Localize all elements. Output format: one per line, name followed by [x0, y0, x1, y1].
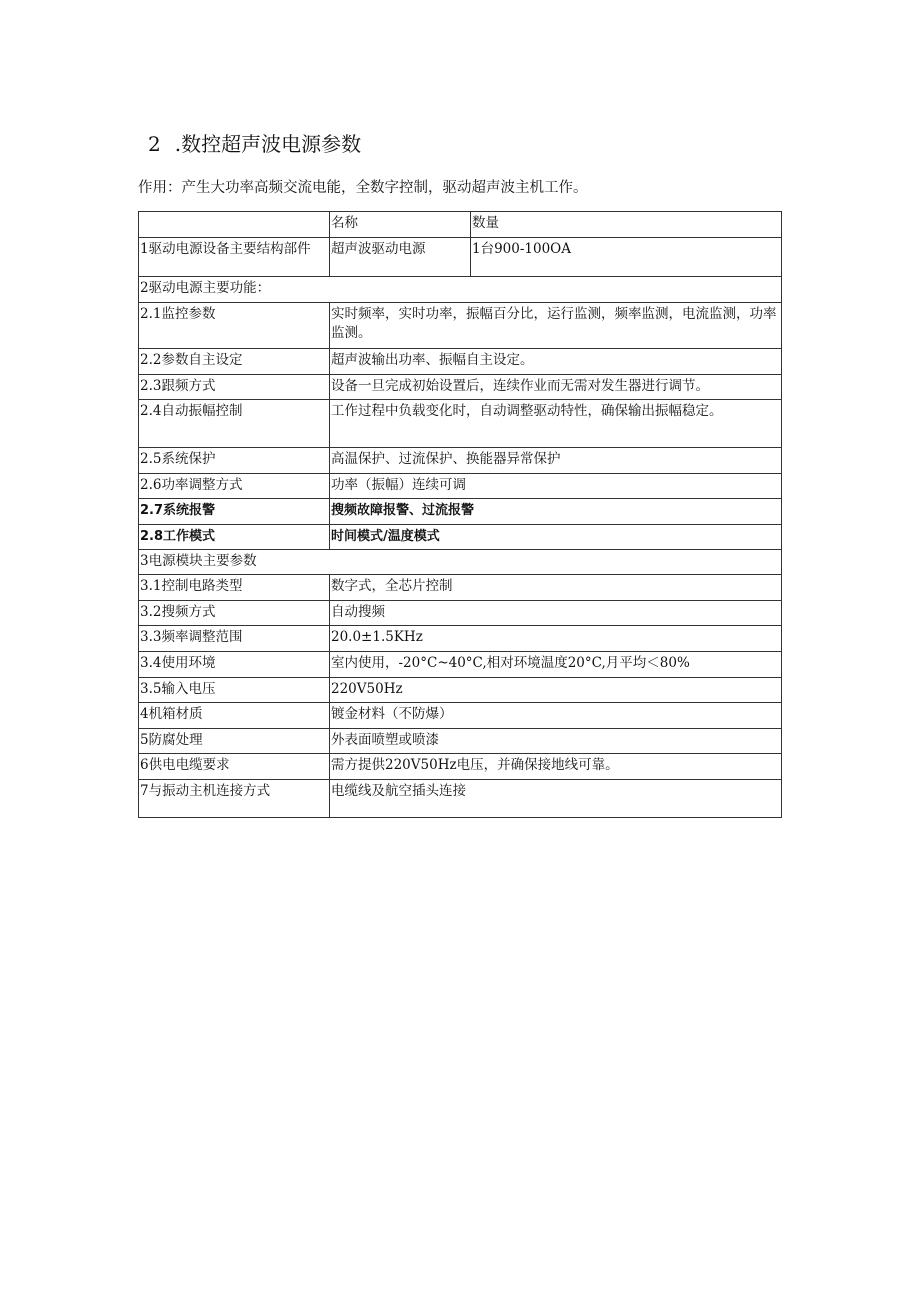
row-label: 7与振动主机连接方式 — [139, 780, 330, 818]
row-label: 2.8工作模式 — [139, 525, 330, 550]
row-qty: 1台900-100OA — [471, 238, 782, 277]
table-row — [139, 525, 782, 550]
row-label: 2.3跟频方式 — [139, 375, 330, 400]
table-row — [139, 626, 782, 652]
section-2-title: 2驱动电源主要功能： — [139, 277, 782, 303]
row-label: 5防腐处理 — [139, 729, 330, 754]
row-value: 数字式，全芯片控制 — [330, 575, 782, 601]
header-qty-cell: 数量 — [471, 212, 782, 238]
table-row — [139, 754, 782, 780]
row-label: 6供电电缆要求 — [139, 754, 330, 780]
row-label: 3.1控制电路类型 — [139, 575, 330, 601]
row-value: 镀金材料（不防爆） — [330, 703, 782, 729]
section-title: .数控超声波电源参数 — [174, 132, 362, 156]
header-blank-cell — [139, 212, 330, 238]
row-value: 室内使用，-20°C~40°C,相对环境温度20°C,月平均＜80% — [330, 652, 782, 678]
row-value: 功率（振幅）连续可调 — [330, 474, 782, 499]
row-value: 时间模式/温度模式 — [330, 525, 782, 550]
row-label: 3.3频率调整范围 — [139, 626, 330, 652]
intro-paragraph: 作用：产生大功率高频交流电能，全数字控制，驱动超声波主机工作。 — [138, 180, 588, 196]
table-row — [139, 575, 782, 601]
row-label: 2.5系统保护 — [139, 448, 330, 474]
section-row — [139, 277, 782, 303]
row-label: 2.4自动振幅控制 — [139, 400, 330, 448]
row-value: 超声波输出功率、振幅自主设定。 — [330, 349, 782, 375]
row-value: 220V50Hz — [330, 678, 782, 703]
table-row — [139, 375, 782, 400]
row-label: 1驱动电源设备主要结构部件 — [139, 238, 330, 277]
section-number: 2 — [148, 132, 161, 156]
spec-table — [138, 211, 782, 818]
row-label: 2.6功率调整方式 — [139, 474, 330, 499]
table-header-row — [139, 212, 782, 238]
row-label: 4机箱材质 — [139, 703, 330, 729]
section-heading — [148, 130, 361, 158]
section-3-title: 3电源模块主要参数 — [139, 550, 782, 575]
table-row — [139, 703, 782, 729]
table-row — [139, 499, 782, 525]
row-value: 20.0±1.5KHz — [330, 626, 782, 652]
header-name-cell: 名称 — [330, 212, 471, 238]
row-value: 电缆线及航空插头连接 — [330, 780, 782, 818]
row-value: 高温保护、过流保护、换能器异常保护 — [330, 448, 782, 474]
row-value: 需方提供220V50Hz电压，并确保接地线可靠。 — [330, 754, 782, 780]
row-value: 设备一旦完成初始设置后，连续作业而无需对发生器进行调节。 — [330, 375, 782, 400]
table-row — [139, 400, 782, 448]
table-row — [139, 780, 782, 818]
table-row — [139, 448, 782, 474]
table-row — [139, 303, 782, 349]
row-value: 实时频率，实时功率，振幅百分比，运行监测，频率监测，电流监测，功率监测。 — [330, 303, 782, 349]
row-label: 2.1监控参数 — [139, 303, 330, 349]
table-row — [139, 238, 782, 277]
row-label: 2.2参数自主设定 — [139, 349, 330, 375]
table-row — [139, 474, 782, 499]
table-row — [139, 349, 782, 375]
section-row — [139, 550, 782, 575]
row-value: 工作过程中负载变化时，自动调整驱动特性，确保输出振幅稳定。 — [330, 400, 782, 448]
table-row — [139, 678, 782, 703]
row-label: 3.5输入电压 — [139, 678, 330, 703]
row-label: 3.2搜频方式 — [139, 601, 330, 626]
row-value: 外表面喷塑或喷漆 — [330, 729, 782, 754]
row-name: 超声波驱动电源 — [330, 238, 471, 277]
row-label: 2.7系统报警 — [139, 499, 330, 525]
row-value: 自动搜频 — [330, 601, 782, 626]
table-row — [139, 601, 782, 626]
table-row — [139, 729, 782, 754]
row-label: 3.4使用环境 — [139, 652, 330, 678]
table-row — [139, 652, 782, 678]
row-value: 搜频故障报警、过流报警 — [330, 499, 782, 525]
